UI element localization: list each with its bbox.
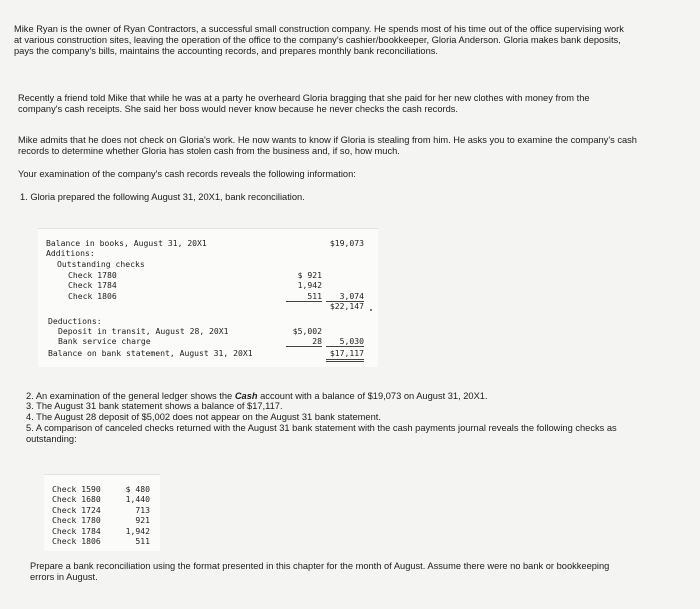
recon-double-rule: [326, 359, 364, 360]
assignment-prompt: Prepare a bank reconciliation using the format presented in this chapter for the month of August. Assume there were no bank or bookkeeping errors in August.: [30, 561, 610, 583]
outstanding-check-label: Check 1780: [52, 515, 101, 525]
recon-deposit-amount: $5,002: [292, 326, 322, 336]
recon-balance-value: $19,073: [329, 238, 364, 248]
recon-check-label: Check 1780: [68, 270, 117, 280]
outstanding-check-amount: 1,440: [125, 494, 150, 504]
recon-checks-total: 3,074: [339, 291, 364, 301]
recon-check-amount: 511: [307, 291, 322, 301]
recon-subtotal: $22,147: [329, 301, 364, 311]
intro-paragraph-3: Mike admits that he does not check on Gloria's work. He now wants to know if Gloria is stealing from him. He asks you to examine the company's cash records to determine whether Gloria has stolen cash from the business and, if so, how much.: [18, 135, 637, 157]
outstanding-check-amount: 713: [135, 505, 150, 515]
item-4-text: 4. The August 28 deposit of $5,002 does not appear on the August 31 bank statement.: [26, 412, 381, 422]
item-1-text: 1. Gloria prepared the following August 31, 20X1, bank reconciliation.: [20, 192, 305, 202]
item-2-cash: Cash: [234, 391, 258, 401]
recon-rule: [326, 346, 364, 347]
recon-deductions-label: Deductions:: [48, 316, 102, 326]
recon-charge-amount: 28: [312, 336, 322, 346]
intro-paragraph-2: Recently a friend told Mike that while he was at a party he overheard Gloria bragging that she paid for her new clothes with money from the company's cash receipts. She said her boss would never know because he never checks the cash records.: [18, 93, 590, 115]
recon-rule: [286, 346, 322, 347]
item-2-pre: 2. An examination of the general ledger shows the: [26, 391, 235, 401]
recon-additions-label: Additions:: [46, 248, 95, 258]
recon-check-label: Check 1806: [68, 291, 117, 301]
intro-paragraph-1: Mike Ryan is the owner of Ryan Contractors, a successful small construction company. He spends most of his time out of the office supervising work at various construction sites, leaving the operation of the office to the company's cashier/bookkeeper, Gloria Anderson. Gloria makes bank deposits, pays the company's bills, maintains the accounting records, and prepares monthly bank reconciliations.: [14, 24, 624, 57]
recon-check-label: Check 1784: [68, 280, 117, 290]
outstanding-check-label: Check 1784: [52, 526, 101, 536]
recon-bank-balance-label: Balance on bank statement, August 31, 20X1: [48, 348, 253, 358]
recon-deductions-total: 5,030: [339, 336, 364, 346]
recon-deposit-label: Deposit in transit, August 28, 20X1: [58, 326, 229, 336]
outstanding-check-label: Check 1806: [52, 536, 101, 546]
outstanding-check-label: Check 1590: [52, 484, 101, 494]
recon-check-amount: $ 921: [297, 270, 322, 280]
item-5-text: 5. A comparison of canceled checks returned with the August 31 bank statement with the cash payments journal reveals the following checks as outstanding:: [26, 423, 617, 445]
recon-double-rule: [326, 361, 364, 362]
recon-outstanding-label: Outstanding checks: [57, 259, 145, 269]
recon-bank-balance-value: $17,117: [329, 348, 364, 358]
outstanding-check-amount: 921: [135, 515, 150, 525]
recon-rule: [286, 301, 322, 302]
stray-mark: [370, 309, 372, 311]
outstanding-check-amount: 1,942: [125, 526, 150, 536]
intro-paragraph-4: Your examination of the company's cash records reveals the following information:: [18, 169, 356, 179]
recon-check-amount: 1,942: [297, 280, 322, 290]
outstanding-check-label: Check 1680: [52, 494, 101, 504]
recon-charge-label: Bank service charge: [58, 336, 151, 346]
item-3-text: 3. The August 31 bank statement shows a balance of $17,117.: [26, 401, 283, 411]
recon-balance-label: Balance in books, August 31, 20X1: [46, 238, 207, 248]
outstanding-check-amount: $ 480: [125, 484, 150, 494]
outstanding-check-label: Check 1724: [52, 505, 101, 515]
item-2-post: account with a balance of $19,073 on August 31, 20X1.: [257, 391, 488, 401]
outstanding-check-amount: 511: [135, 536, 150, 546]
